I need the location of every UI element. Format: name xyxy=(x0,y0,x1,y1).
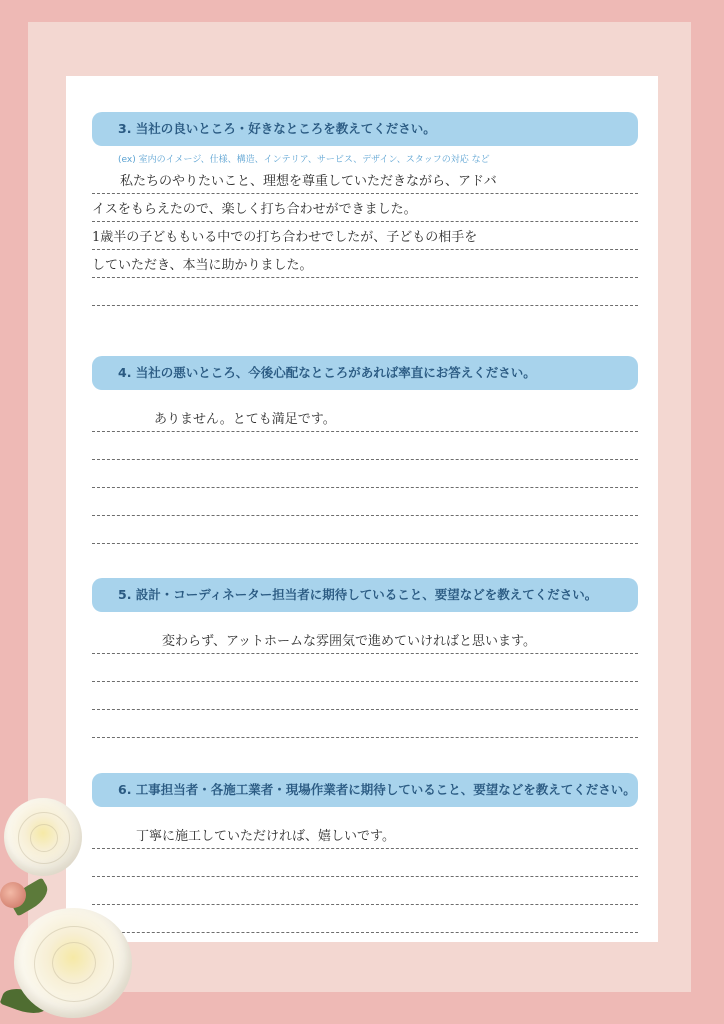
answer-lines-q3 xyxy=(92,166,638,306)
answer-line: ありません。とても満足です。 xyxy=(92,404,638,432)
section-q4 xyxy=(92,356,638,544)
white-rose-icon xyxy=(14,908,132,1018)
answer-line: 丁寧に施工していただければ、嬉しいです。 xyxy=(92,821,638,849)
answer-lines-q4 xyxy=(92,404,638,544)
answer-line xyxy=(92,278,638,306)
question-6-bar: 6. 工事担当者・各施工業者・現場作業者に期待していること、要望などを教えてください。 xyxy=(92,773,638,807)
answer-line: 1歳半の子どももいる中での打ち合わせでしたが、子どもの相手を xyxy=(92,222,638,250)
answer-line xyxy=(92,432,638,460)
answer-line xyxy=(92,849,638,877)
answer-line xyxy=(92,516,638,544)
answer-line xyxy=(92,654,638,682)
answer-line: 私たちのやりたいこと、理想を尊重していただきながら、アドバ xyxy=(92,166,638,194)
question-3-hint: (ex) 室内のイメージ、仕様、構造、インテリア、サービス、デザイン、スタッフの対応 など xyxy=(118,155,490,165)
answer-line: していただき、本当に助かりました。 xyxy=(92,250,638,278)
answer-line xyxy=(92,877,638,905)
question-4-bar: 4. 当社の悪いところ、今後心配なところがあれば率直にお答えください。 xyxy=(92,356,638,390)
rose-decoration xyxy=(0,790,140,1024)
section-q5 xyxy=(92,578,638,738)
answer-line: イスをもらえたので、楽しく打ち合わせができました。 xyxy=(92,194,638,222)
answer-lines-q6 xyxy=(92,821,638,933)
question-5-bar: 5. 設計・コーディネーター担当者に期待していること、要望などを教えてください。 xyxy=(92,578,638,612)
answer-lines-q5 xyxy=(92,626,638,738)
answer-line xyxy=(92,905,638,933)
answer-line xyxy=(92,460,638,488)
questionnaire-sheet xyxy=(66,76,658,942)
question-3-bar: 3. 当社の良いところ・好きなところを教えてください。 xyxy=(92,112,638,146)
white-rose-icon xyxy=(4,798,82,876)
section-q6 xyxy=(92,773,638,933)
answer-line: 変わらず、アットホームな雰囲気で進めていければと思います。 xyxy=(92,626,638,654)
answer-line xyxy=(92,710,638,738)
section-q3 xyxy=(92,112,638,306)
answer-line xyxy=(92,682,638,710)
rose-bud-icon xyxy=(0,882,26,908)
answer-line xyxy=(92,488,638,516)
